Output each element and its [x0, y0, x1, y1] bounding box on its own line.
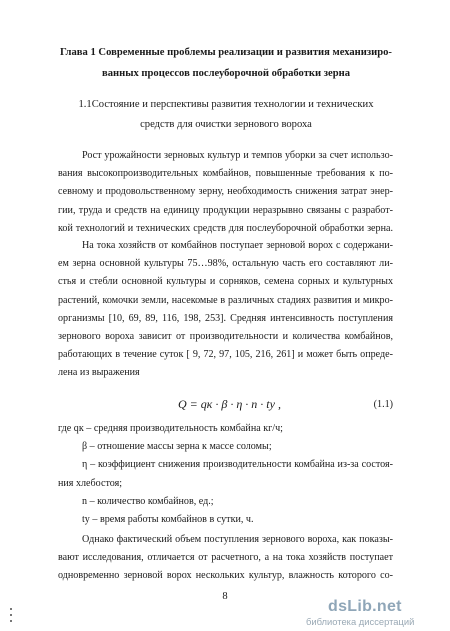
definitions-list [58, 420, 393, 529]
definition-item: tу – время работы комбайнов в сутки, ч. [82, 513, 254, 525]
chapter-title [50, 42, 402, 84]
text-line: работающих в течение суток [ 9, 72, 97, 105, 216, 261] и может быть опреде- [58, 349, 393, 361]
watermark [306, 598, 438, 628]
definition-item: β – отношение массы зерна к массе соломы; [82, 441, 272, 453]
text-line: кой технологий и технических средств для послеуборочной обработки зерна. [58, 222, 393, 234]
watermark-subtitle: библиотека диссертаций [306, 616, 415, 627]
text-line: стья и стебли основной культуры и сорняков, семена сорных и культурных [58, 276, 393, 288]
section-title [60, 95, 392, 135]
text-line: организмы [10, 69, 89, 116, 198, 253]. Средняя интенсивность поступления [58, 312, 393, 324]
definition-item: ния хлебостоя; [58, 477, 123, 489]
definition-item: η – коэффициент снижения производительности комбайна из-за состоя- [82, 459, 393, 471]
section-title-line: средств для очистки зернового вороха [140, 119, 312, 130]
equation: Q = qк · β · η · n · tу , [178, 397, 281, 411]
text-line: одновременно зерновой ворох нескольких культур, влажность которого со- [58, 570, 393, 582]
definition-item: где qк – средняя производительность комбайна кг/ч; [58, 423, 283, 434]
equation-row [58, 397, 393, 417]
paragraph-2 [58, 237, 393, 383]
text-line: ем зерна основной культуры 75…98%, остальную часть его составляют ли- [58, 258, 393, 270]
section-title-line: 1.1Состояние и перспективы развития технологии и технических [78, 99, 374, 110]
text-line: Рост урожайности зерновых культур и темпов уборки за счет использо- [82, 150, 393, 161]
chapter-title-line: Глава 1 Современные проблемы реализации и развития механизиро- [60, 47, 392, 58]
paragraph-1 [58, 147, 393, 238]
definition-item: n – количество комбайнов, ед.; [82, 495, 214, 507]
text-line: Однако фактический объем поступления зернового вороха, как показы- [82, 534, 393, 545]
scan-margin-marks [10, 608, 14, 628]
paragraph-3 [58, 531, 393, 586]
text-line: гии, труда и средств на единицу продукции неразрывно связаны с разработ- [58, 204, 393, 216]
text-line: растений, комочки земли, насекомые в различных стадиях развития и микро- [58, 294, 393, 306]
text-line: вания высокопроизводительных комбайнов, повышенные требования к по- [58, 168, 393, 180]
text-line: лена из выражения [58, 367, 140, 379]
watermark-logo: dsLib.net [328, 598, 402, 615]
text-line: На тока хозяйств от комбайнов поступает зерновой ворох с содержани- [82, 240, 393, 251]
text-line: вают исследования, отличается от расчетного, а на тока хозяйств поступает [58, 552, 393, 564]
text-line: севному и продовольственному зерну, необходимость снижения затрат энер- [58, 186, 393, 198]
chapter-title-line: ванных процессов послеуборочной обработки зерна [101, 68, 351, 79]
page-number: 8 [222, 591, 228, 602]
equation-number: (1.1) [373, 399, 393, 410]
text-line: зернового вороха зависит от производительности и количества комбайнов, [58, 330, 393, 342]
